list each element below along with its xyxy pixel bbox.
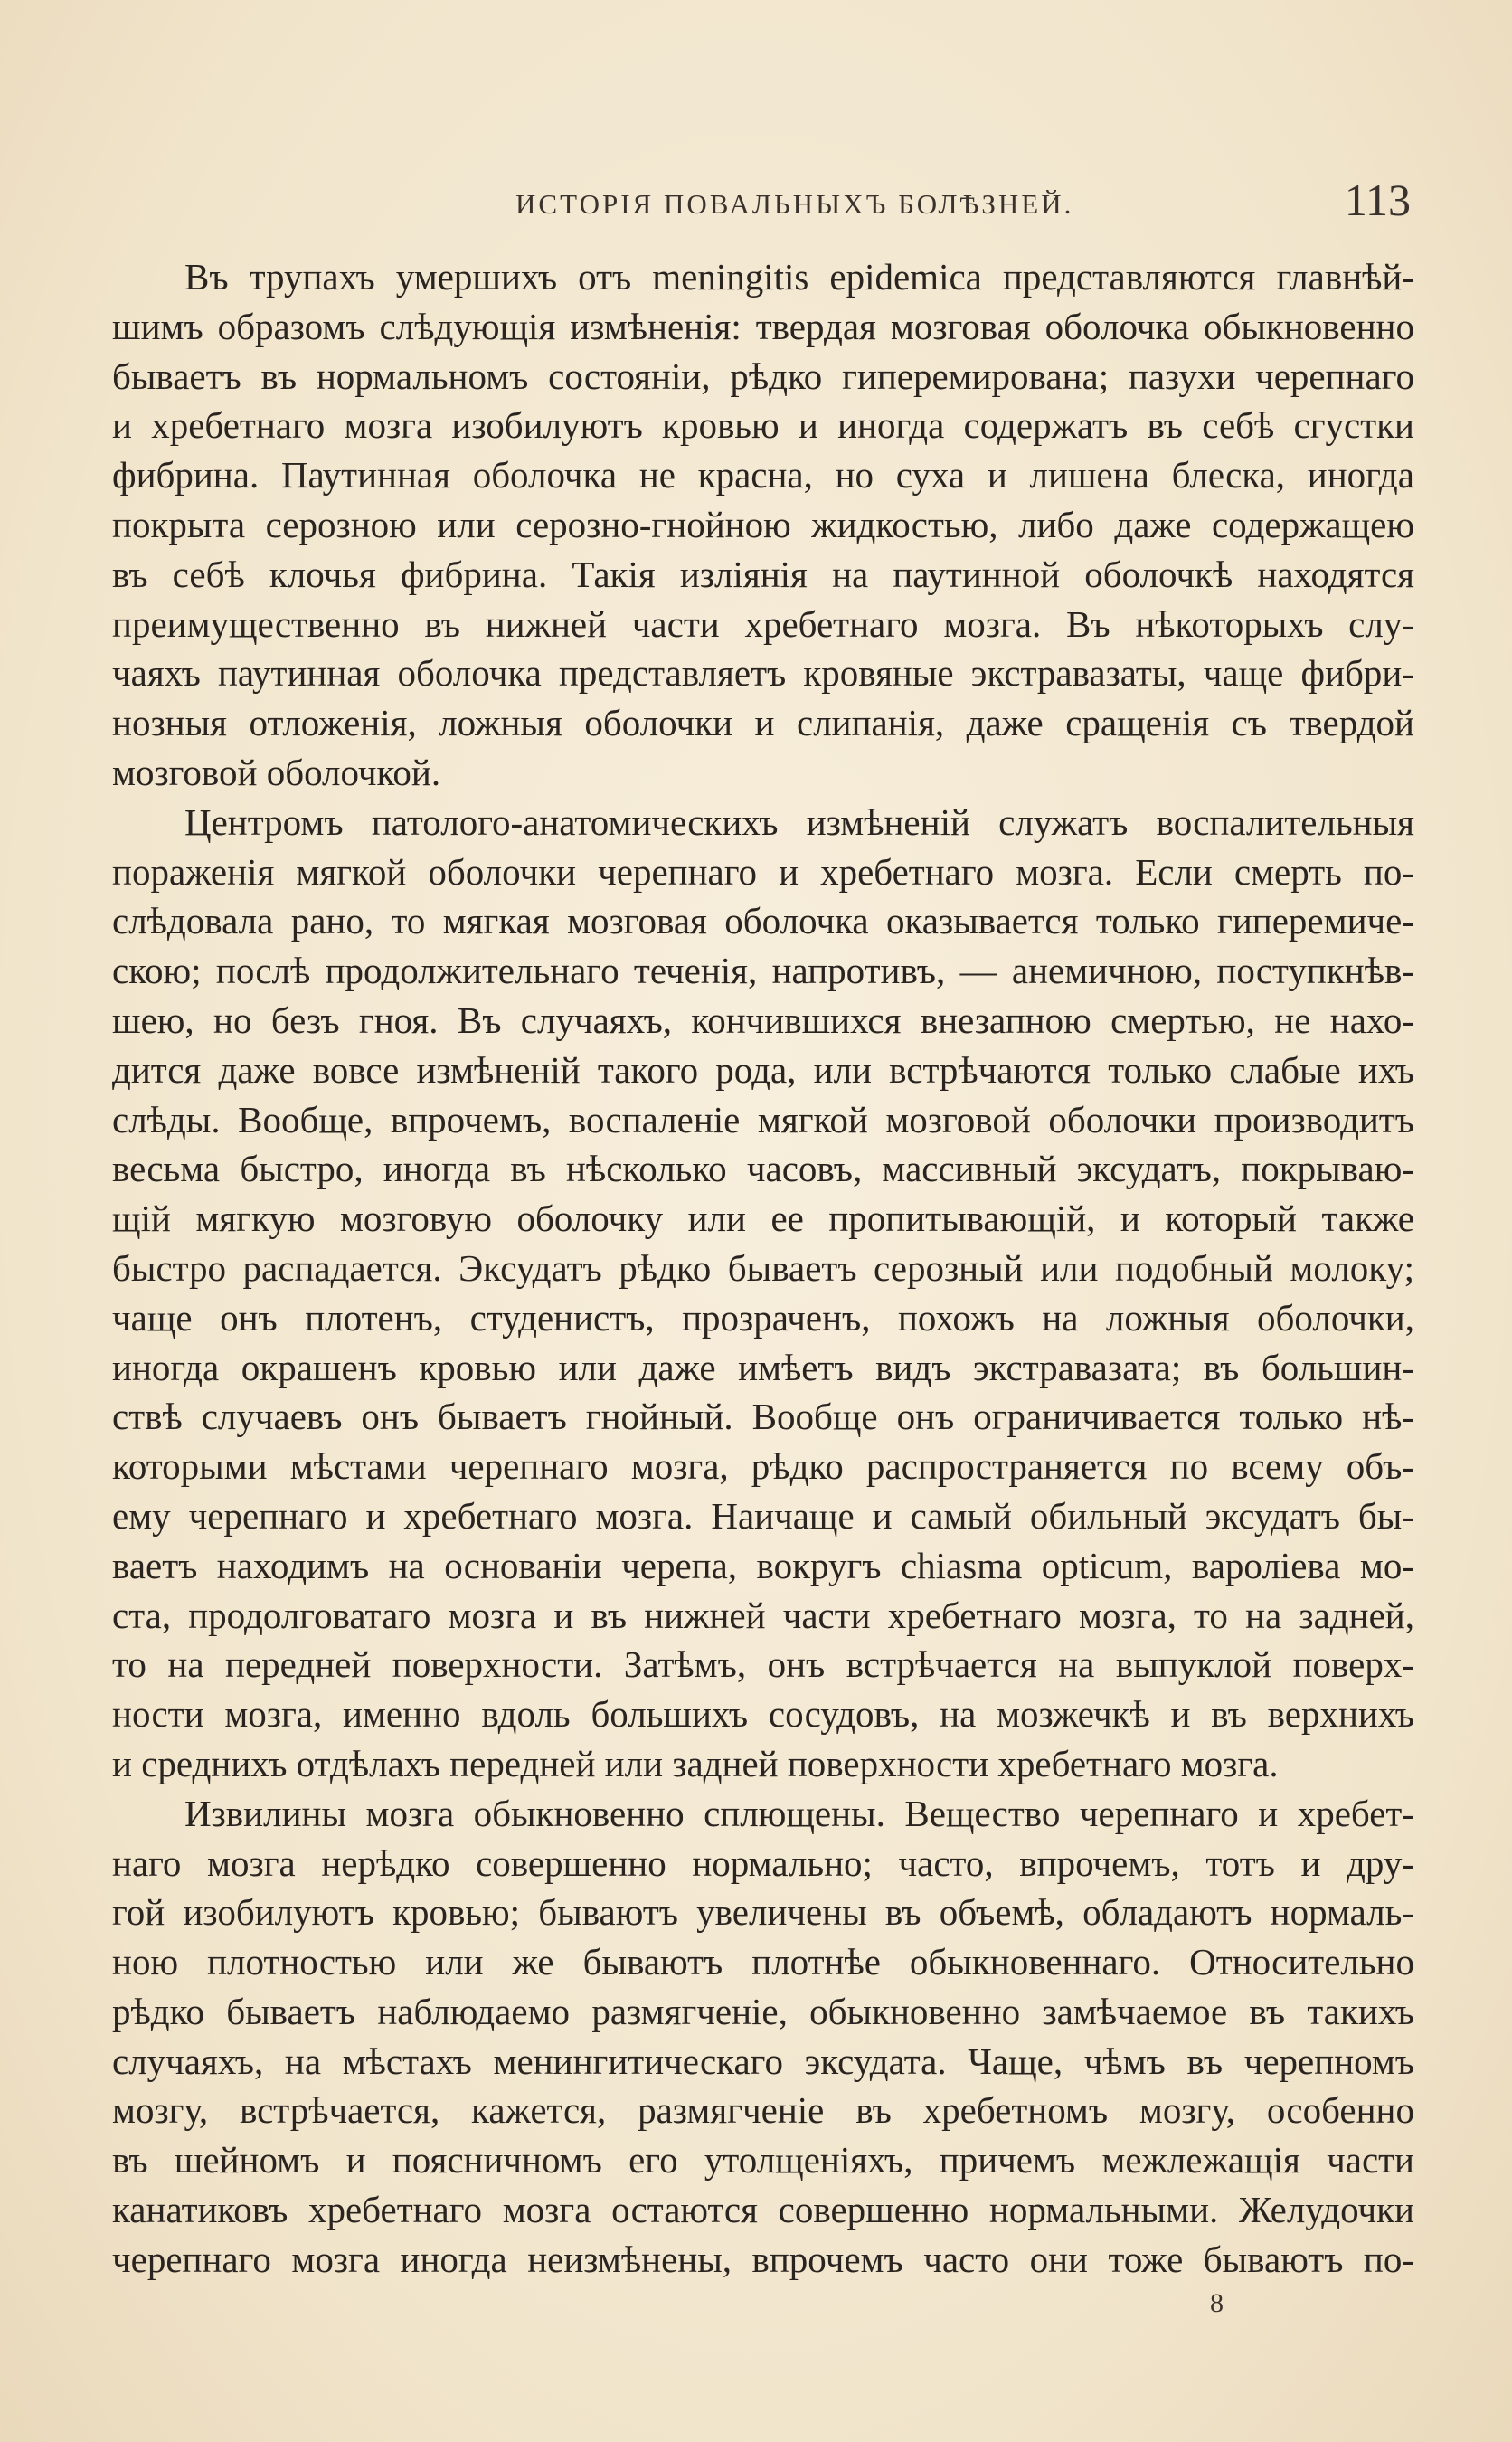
text-line: чаяхъ паутинная оболочка представляетъ кровяные экстравазаты, чаще фибри- <box>112 652 1414 695</box>
text-line: преимущественно въ нижней части хребетнаго мозга. Въ нѣкоторыхъ слу- <box>112 602 1414 645</box>
text-line: ста, продолговатаго мозга и въ нижней части хребетнаго мозга, то на задней, <box>112 1594 1414 1636</box>
text-line: быстро распадается. Эксудатъ рѣдко бываетъ серозный или подобный молоку; <box>112 1246 1414 1289</box>
text-line: наго мозга нерѣдко совершенно нормально; часто, впрочемъ, тотъ и дру- <box>112 1841 1414 1884</box>
text-line: которыми мѣстами черепнаго мозга, рѣдко распространяется по всему объ- <box>112 1445 1414 1488</box>
text-line: рѣдко бываетъ наблюдаемо размягченіе, обыкновенно замѣчаемое въ такихъ <box>112 1990 1414 2032</box>
text-line: чаще онъ плотенъ, студенистъ, прозраченъ, похожъ на ложныя оболочки, <box>112 1296 1414 1339</box>
text-line: слѣды. Вообще, впрочемъ, воспаленіе мягкой мозговой оболочки производитъ <box>112 1098 1414 1141</box>
text-line: фибрина. Паутинная оболочка не красна, но суха и лишена блеска, иногда <box>112 454 1414 497</box>
text-line: ему черепнаго и хребетнаго мозга. Наичаще и самый обильный эксудатъ бы- <box>112 1494 1414 1537</box>
text-line: скою; послѣ продолжительнаго теченія, напротивъ, — анемичною, поступкнѣв- <box>112 950 1414 992</box>
text-line: бываетъ въ нормальномъ состояніи, рѣдко гиперемирована; пазухи черепнаго <box>112 355 1414 397</box>
text-line: ною плотностью или же бываютъ плотнѣе обыкновеннаго. Относительно <box>112 1941 1414 1983</box>
page-header <box>118 174 1411 237</box>
text-line: Извилины мозга обыкновенно сплющены. Вещество черепнаго и хребет- <box>184 1792 1414 1834</box>
text-line: мозговой оболочкой. <box>112 751 441 793</box>
text-line: въ себѣ клочья фибрина. Такія изліянія на паутинной оболочкѣ находятся <box>112 553 1414 595</box>
text-line: канатиковъ хребетнаго мозга остаются совершенно нормальными. Желудочки <box>112 2189 1414 2231</box>
text-line: Въ трупахъ умершихъ отъ meningitis epidemica представляются главнѣй- <box>184 256 1414 298</box>
text-line: щій мягкую мозговую оболочку или ее пропитывающій, и который также <box>112 1197 1414 1240</box>
text-line: шимъ образомъ слѣдующія измѣненія: твердая мозговая оболочка обыкновенно <box>112 305 1414 347</box>
text-line: слѣдовала рано, то мягкая мозговая оболочка оказывается только гиперемиче- <box>112 900 1414 942</box>
text-line: случаяхъ, на мѣстахъ менингитическаго эксудата. Чаще, чѣмъ въ черепномъ <box>112 2040 1414 2082</box>
text-line: и хребетнаго мозга изобилуютъ кровью и иногда содержатъ въ себѣ сгустки <box>112 404 1414 447</box>
text-line: Центромъ патолого-анатомическихъ измѣненій служатъ воспалительныя <box>184 800 1414 843</box>
text-line: то на передней поверхности. Затѣмъ, онъ встрѣчается на выпуклой поверх- <box>112 1643 1414 1686</box>
text-line: мозгу, встрѣчается, кажется, размягченіе въ хребетномъ мозгу, особенно <box>112 2089 1414 2132</box>
running-head: ИСТОРІЯ ПОВАЛЬНЫХЪ БОЛѢЗНЕЙ. <box>515 188 1074 220</box>
text-line: въ шейномъ и поясничномъ его утолщеніяхъ, причемъ межлежащія части <box>112 2139 1414 2182</box>
text-line: нозныя отложенія, ложныя оболочки и слипанія, даже сращенія съ твердой <box>112 702 1414 744</box>
text-line: весьма быстро, иногда въ нѣсколько часовъ, массивный эксудатъ, покрываю- <box>112 1148 1414 1190</box>
text-line: ствѣ случаевъ онъ бываетъ гнойный. Вообще онъ ограничивается только нѣ- <box>112 1396 1414 1438</box>
text-line: дится даже вовсе измѣненій такого рода, или встрѣчаются только слабые ихъ <box>112 1048 1414 1091</box>
text-line: черепнаго мозга иногда неизмѣнены, впрочемъ часто они тоже бываютъ по- <box>112 2238 1414 2280</box>
text-line: пораженія мягкой оболочки черепнаго и хребетнаго мозга. Если смерть по- <box>112 850 1414 893</box>
text-line: и среднихъ отдѣлахъ передней или задней поверхности хребетнаго мозга. <box>112 1742 1279 1784</box>
printer-signature-mark: 8 <box>1210 2288 1224 2318</box>
text-line: шею, но безъ гноя. Въ случаяхъ, кончившихся внезапною смертью, не нахо- <box>112 999 1414 1041</box>
text-line: гой изобилуютъ кровью; бываютъ увеличены въ объемѣ, обладаютъ нормаль- <box>112 1891 1414 1934</box>
text-line: иногда окрашенъ кровью или даже имѣетъ видъ экстравазата; въ большин- <box>112 1346 1414 1388</box>
text-line: ности мозга, именно вдоль большихъ сосудовъ, на мозжечкѣ и въ верхнихъ <box>112 1693 1414 1736</box>
text-line: ваетъ находимъ на основаніи черепа, вокругъ chiasma opticum, вароліева мо- <box>112 1544 1414 1586</box>
page-number: 113 <box>1344 175 1411 225</box>
text-line: покрыта серозною или серозно-гнойною жидкостью, либо даже содержащею <box>112 503 1414 545</box>
body-text <box>112 252 1414 2285</box>
